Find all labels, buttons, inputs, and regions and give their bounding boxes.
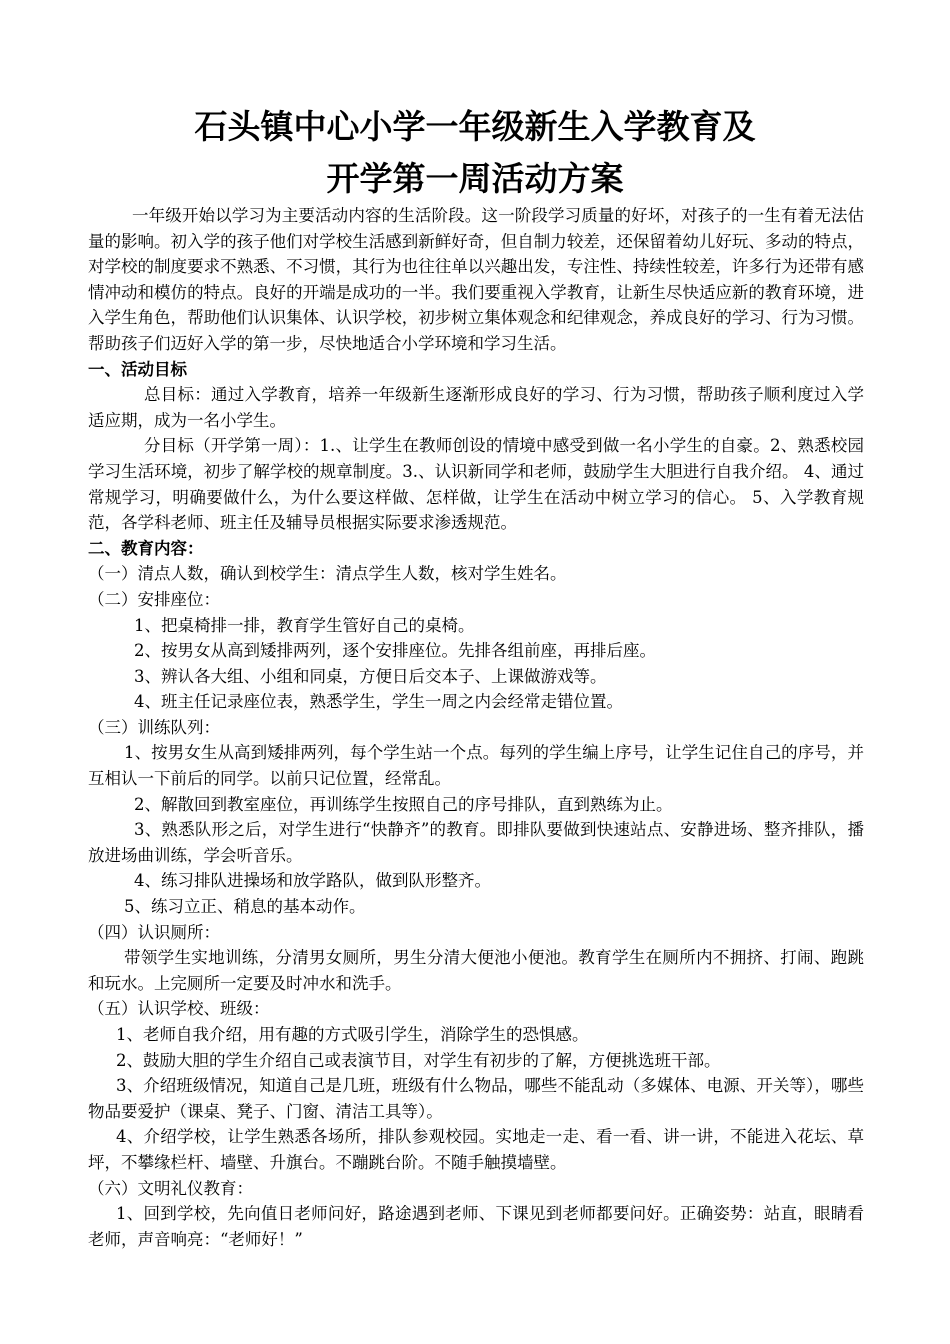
section1-heading: 一、活动目标 <box>88 359 187 379</box>
seating-item-1: 1、把桌椅排一排，教育学生管好自己的桌椅。 <box>134 615 475 635</box>
document-body <box>88 203 864 1252</box>
item-headcount: （一）清点人数，确认到校学生：清点学生人数，核对学生姓名。 <box>88 564 567 584</box>
school-item-3: 3、介绍班级情况，知道自己是几班，班级有什么物品，哪些不能乱动（多媒体、电源、开关等），哪些物品要爱护（课桌、凳子、门窗、清洁工具等）。 <box>88 1076 864 1121</box>
queue-item-4: 4、练习排队进操场和放学路队，做到队形整齐。 <box>134 871 491 891</box>
document-title-line2: 开学第一周活动方案 <box>326 159 624 198</box>
item-toilet-heading: （四）认识厕所： <box>88 922 220 942</box>
document-title-line1: 石头镇中心小学一年级新生入学教育及 <box>194 107 756 146</box>
school-item-1: 1、老师自我介绍，用有趣的方式吸引学生，消除学生的恐惧感。 <box>116 1025 589 1044</box>
item-seating-heading: （二）安排座位： <box>88 589 220 609</box>
goal-sub-paragraph: 分目标（开学第一周）：1.、让学生在教师创设的情境中感受到做一名小学生的自豪。2、熟悉校园学习生活环境，初步了解学校的规章制度。3.、认识新同学和老师，鼓励学生大胆进行自我介绍。 4、通过常规学习，明确要做什么，为什么要这样做、怎样做，让学生在活动中树立学习的信心。 5、入学教育规范，各学科老师、班主任及辅导员根据实际要求渗透规范。 <box>88 436 864 533</box>
seating-item-3: 3、辨认各大组、小组和同桌，方便日后交本子、上课做游戏等。 <box>134 666 607 686</box>
item-queue-heading: （三）训练队列： <box>88 717 220 737</box>
item-etiquette-heading: （六）文明礼仪教育： <box>88 1178 253 1198</box>
school-item-4: 4、介绍学校，让学生熟悉各场所，排队参观校园。实地走一走、看一看、讲一讲，不能进入花坛、草坪，不攀缘栏杆、墙壁、升旗台。不蹦跳台阶。不随手触摸墙壁。 <box>88 1127 864 1172</box>
item-school-heading: （五）认识学校、班级： <box>88 999 270 1019</box>
queue-item-2: 2、解散回到教室座位，再训练学生按照自己的序号排队，直到熟练为止。 <box>134 794 673 814</box>
section2-heading: 二、教育内容： <box>88 538 204 558</box>
intro-paragraph: 一年级开始以学习为主要活动内容的生活阶段。这一阶段学习质量的好坏，对孩子的一生有着无法估量的影响。初入学的孩子他们对学校生活感到新鲜好奇，但自制力较差，还保留着幼儿好玩、多动的特点，对学校的制度要求不熟悉、不习惯，其行为也往往单以兴趣出发，专注性、持续性较差，许多行为还带有感情冲动和模仿的特点。良好的开端是成功的一半。我们要重视入学教育，让新生尽快适应新的教育环境，进入学生角色，帮助他们认识集体、认识学校，初步树立集体观念和纪律观念，养成良好的学习、行为习惯。帮助孩子们迈好入学的第一步，尽快地适合小学环境和学习生活。 <box>88 206 864 353</box>
goal-total-paragraph: 总目标：通过入学教育，培养一年级新生逐渐形成良好的学习、行为习惯，帮助孩子顺利度过入学适应期，成为一名小学生。 <box>88 385 864 430</box>
school-item-2: 2、鼓励大胆的学生介绍自己或表演节目，对学生有初步的了解，方便挑选班干部。 <box>116 1050 721 1070</box>
toilet-paragraph: 带领学生实地训练，分清男女厕所，男生分清大便池小便池。教育学生在厕所内不拥挤、打闹、跑跳和玩水。上完厕所一定要及时冲水和洗手。 <box>88 948 864 993</box>
queue-item-5: 5、练习立正、稍息的基本动作。 <box>124 897 366 917</box>
queue-item-3: 3、熟悉队形之后，对学生进行“快静齐”的教育。即排队要做到快速站点、安静进场、整齐排队，播放进场曲训练，学会听音乐。 <box>88 820 864 865</box>
queue-item-1: 1、按男女生从高到矮排两列，每个学生站一个点。每列的学生编上序号，让学生记住自己的序号，并互相认一下前后的同学。以前只记位置，经常乱。 <box>88 743 864 789</box>
seating-item-2: 2、按男女从高到矮排两列，逐个安排座位。先排各组前座，再排后座。 <box>134 641 656 661</box>
seating-item-4: 4、班主任记录座位表，熟悉学生，学生一周之内会经常走错位置。 <box>134 692 623 712</box>
etiquette-item-1: 1、回到学校，先向值日老师问好，路途遇到老师、下课见到老师都要问好。正确姿势：站直，眼睛看老师，声音响亮：“老师好！” <box>88 1204 864 1249</box>
